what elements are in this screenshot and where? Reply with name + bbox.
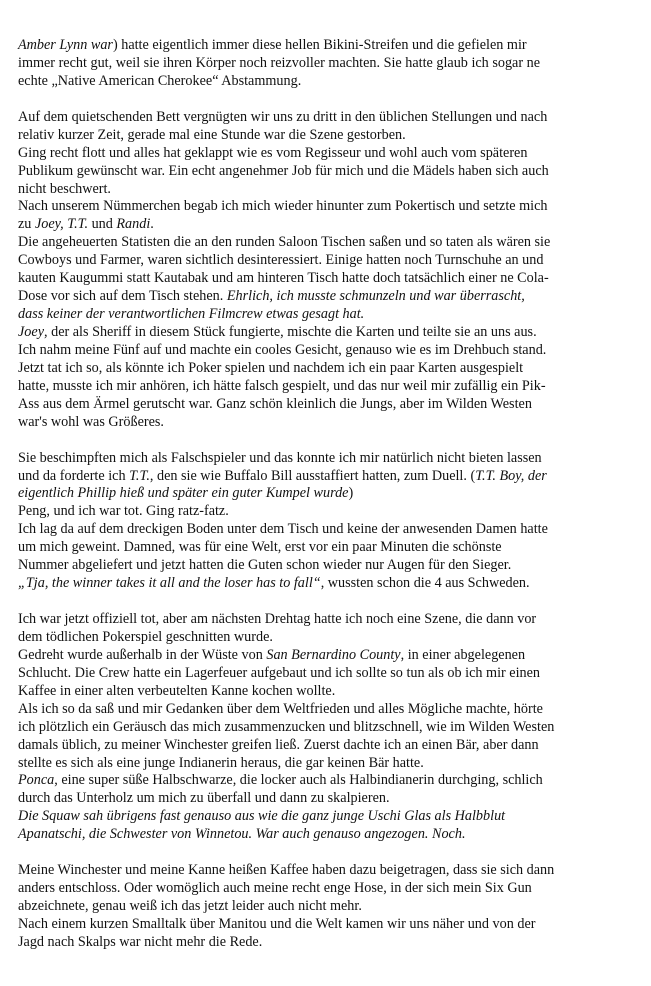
text-line	[18, 665, 638, 683]
italic-text: Joey, T.T.	[34, 216, 89, 233]
text-line	[18, 324, 638, 342]
italic-text: eigentlich Phillip hieß und später ein guter Kumpel wurde	[18, 485, 349, 502]
text-line	[18, 557, 638, 575]
text-segment: und da forderte ich	[18, 467, 130, 484]
document-page	[18, 37, 638, 952]
text-segment: )	[348, 485, 354, 502]
text-line	[18, 485, 638, 503]
text-line	[18, 737, 638, 755]
paragraph	[18, 611, 638, 844]
text-line	[18, 306, 638, 324]
text-line	[18, 629, 638, 647]
text-line	[18, 468, 638, 486]
text-segment: echte „Native American Cherokee“ Abstammung.	[18, 72, 302, 89]
text-segment: Ich lag da auf dem dreckigen Boden unter dem Tisch und keine der anwesenden Damen hatte	[18, 521, 548, 538]
text-segment: Jetzt tat ich so, als könnte ich Poker spielen und nachdem ich ein paar Karten ausgespielt	[18, 359, 524, 376]
text-segment: Meine Winchester und meine Kanne heißen Kaffee haben dazu beigetragen, dass sie sich dann	[18, 862, 555, 879]
paragraph-gap	[18, 91, 638, 109]
text-segment: Jagd nach Skalps war nicht mehr die Rede.	[18, 933, 263, 950]
italic-text: San Bernardino County	[266, 646, 401, 663]
paragraph	[18, 37, 638, 91]
italic-text: T.T.	[129, 467, 150, 484]
text-line	[18, 683, 638, 701]
text-line	[18, 934, 638, 952]
text-line	[18, 790, 638, 808]
text-segment: Publikum gewünscht war. Ein echt angenehmer Job für mich und die Mädels haben sich auch	[18, 162, 549, 179]
text-line	[18, 360, 638, 378]
text-segment: ich plötzlich ein Geräusch das mich zusammenzucken und blitzschnell, wie im Wilden Westen	[18, 718, 555, 735]
text-segment: Auf dem quietschenden Bett vergnügten wir uns zu dritt in den üblichen Stellungen und nach	[18, 108, 548, 125]
text-line	[18, 862, 638, 880]
text-line	[18, 880, 638, 898]
text-segment: hatte, musste ich mir anhören, ich hätte falsch gespielt, und das nur weil mir zufällig ein Pik-	[18, 377, 546, 394]
text-line	[18, 701, 638, 719]
text-segment: Dose vor sich auf dem Tisch stehen.	[18, 288, 227, 305]
text-segment: Ass aus dem Ärmel gerutscht war. Ganz schön kleinlich die Jungs, aber im Wilden Westen	[18, 395, 532, 412]
text-line	[18, 772, 638, 790]
text-line	[18, 755, 638, 773]
text-segment: Gedreht wurde außerhalb in der Wüste von	[18, 646, 267, 663]
text-segment: Ging recht flott und alles hat geklappt wie es vom Regisseur und wohl auch vom späteren	[18, 144, 528, 161]
text-line	[18, 647, 638, 665]
paragraph-gap	[18, 593, 638, 611]
paragraph	[18, 109, 638, 432]
text-line	[18, 181, 638, 199]
paragraph-gap	[18, 432, 638, 450]
text-segment: Peng, und ich war tot. Ging ratz-fatz.	[18, 503, 229, 520]
text-segment: Die angeheuerten Statisten die an den runden Saloon Tischen saßen und so taten als wären sie	[18, 234, 551, 251]
text-segment: abzeichnete, genau weiß ich das jetzt leider auch nicht mehr.	[18, 898, 362, 914]
text-segment: , in einer abgelegenen	[400, 646, 526, 663]
text-line	[18, 55, 638, 73]
italic-text: Amber Lynn war	[18, 37, 113, 53]
text-line	[18, 719, 638, 737]
text-line	[18, 611, 638, 629]
italic-text: Ponca	[18, 772, 55, 789]
italic-text: „Tja, the winner takes it all and the loser has to fall“	[18, 575, 321, 592]
text-segment: Als ich so da saß und mir Gedanken über dem Weltfrieden und alles Mögliche machte, hörte	[18, 700, 543, 717]
text-line	[18, 127, 638, 145]
text-segment: war's wohl was Größeres.	[18, 413, 164, 430]
text-line	[18, 163, 638, 181]
text-line	[18, 808, 638, 826]
text-segment: Sie beschimpften mich als Falschspieler und das konnte ich mir natürlich nicht bieten lassen	[18, 449, 542, 466]
text-segment: Nummer abgeliefert und jetzt hatten die Guten schon wieder nur Augen für den Sieger.	[18, 557, 512, 574]
text-segment: und	[88, 216, 117, 233]
text-line	[18, 270, 638, 288]
text-line	[18, 396, 638, 414]
text-segment: Nach unserem Nümmerchen begab ich mich wieder hinunter zum Pokertisch und setzte mich	[18, 198, 548, 215]
paragraph-gap	[18, 844, 638, 862]
text-segment: stellte es sich als eine junge Indianerin heraus, die gar keinen Bär hatte.	[18, 754, 424, 771]
text-line	[18, 198, 638, 216]
text-line	[18, 37, 638, 55]
text-line	[18, 539, 638, 557]
text-line	[18, 216, 638, 234]
text-segment: Cowboys und Farmer, waren sichtlich desinteressiert. Einige hatten noch Turnschuhe an und	[18, 252, 544, 269]
text-line	[18, 916, 638, 934]
text-segment: ) hatte eigentlich immer diese hellen Bikini-Streifen und die gefielen mir	[112, 37, 527, 53]
italic-text: Apanatschi, die Schwester von Winnetou. War auch genauso angezogen. Noch.	[18, 826, 466, 843]
text-segment: immer recht gut, weil sie ihren Körper noch reizvoller machten. Sie hatte glaub ich sogar ne	[18, 54, 540, 71]
text-line	[18, 342, 638, 360]
text-segment: anders entschloss. Oder womöglich auch meine recht enge Hose, in der sich mein Six Gun	[18, 880, 532, 897]
text-line	[18, 826, 638, 844]
text-line	[18, 378, 638, 396]
italic-text: dass keiner der verantwortlichen Filmcrew etwas gesagt hat.	[18, 306, 365, 323]
text-line	[18, 234, 638, 252]
italic-text: Ehrlich, ich musste schmunzeln und war überrascht,	[226, 288, 525, 305]
text-segment: , wussten schon die 4 aus Schweden.	[320, 575, 530, 592]
text-line	[18, 898, 638, 916]
text-segment: , den sie wie Buffalo Bill ausstaffiert hatten, zum Duell. (	[149, 467, 476, 484]
text-line	[18, 288, 638, 306]
text-line	[18, 109, 638, 127]
text-line	[18, 575, 638, 593]
text-segment: kauten Kaugummi statt Kautabak und am hinteren Tisch hatte doch tatsächlich einer ne Cola-	[18, 270, 549, 287]
text-line	[18, 450, 638, 468]
italic-text: Randi	[116, 216, 151, 233]
text-segment: damals üblich, zu meiner Winchester greifen ließ. Zuerst dachte ich an einen Bär, aber dann	[18, 736, 539, 753]
text-segment: durch das Unterholz um mich zu überfall und dann zu skalpieren.	[18, 790, 390, 807]
text-segment: .	[150, 216, 154, 233]
text-segment: Ich war jetzt offiziell tot, aber am nächsten Drehtag hatte ich noch eine Szene, die dann vor	[18, 611, 537, 627]
text-segment: um mich geweint. Damned, was für eine Welt, erst vor ein paar Minuten die schönste	[18, 539, 502, 556]
paragraph	[18, 862, 638, 952]
text-segment: , der als Sheriff in diesem Stück fungierte, mischte die Karten und teilte sie an uns aus.	[44, 324, 537, 340]
text-segment: relativ kurzer Zeit, gerade mal eine Stunde war die Szene gestorben.	[18, 126, 406, 143]
italic-text: Joey	[18, 324, 44, 340]
italic-text: Die Squaw sah übrigens fast genauso aus wie die ganz junge Uschi Glas als Halbblut	[18, 808, 506, 825]
text-line	[18, 73, 638, 91]
text-segment: Ich nahm meine Fünf auf und machte ein cooles Gesicht, genauso wie es im Drehbuch stand.	[18, 341, 547, 358]
text-segment: Nach einem kurzen Smalltalk über Manitou und die Welt kamen wir uns näher und von der	[18, 915, 536, 932]
text-segment: Kaffee in einer alten verbeutelten Kanne kochen wollte.	[18, 682, 336, 699]
text-segment: dem tödlichen Pokerspiel geschnitten wurde.	[18, 628, 273, 645]
text-segment: nicht beschwert.	[18, 180, 111, 197]
text-segment: Schlucht. Die Crew hatte ein Lagerfeuer aufgebaut und ich sollte so tun als ob ich mir einen	[18, 664, 541, 681]
text-line	[18, 145, 638, 163]
text-line	[18, 521, 638, 539]
paragraph	[18, 450, 638, 594]
italic-text: T.T. Boy, der	[475, 467, 547, 484]
text-segment: , eine super süße Halbschwarze, die locker auch als Halbindianerin durchging, schlich	[54, 772, 543, 789]
text-segment: zu	[18, 216, 35, 233]
text-line	[18, 414, 638, 432]
text-line	[18, 503, 638, 521]
text-line	[18, 252, 638, 270]
